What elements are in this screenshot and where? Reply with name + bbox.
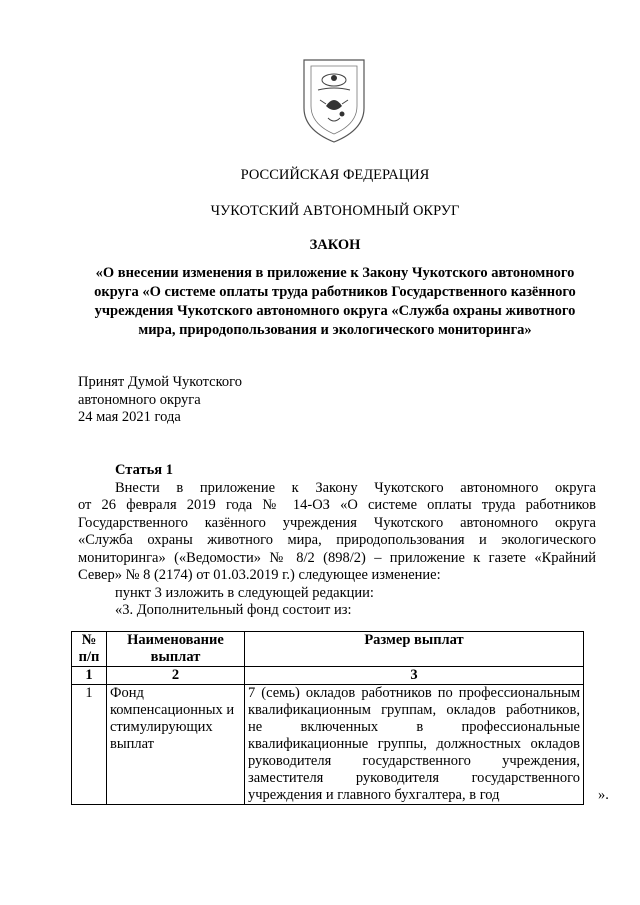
- table-column-numbers: [72, 667, 584, 685]
- header-num-line: п/п: [78, 649, 100, 665]
- closing-quote: ».: [598, 787, 609, 803]
- law-title-line: «О внесении изменения в приложение к Закону Чукотского автономного: [95, 265, 575, 281]
- header-num-line: №: [81, 632, 97, 648]
- article-text-line: мониторинга» («Ведомости» № 8/2 (898/2) – приложение к газете «Крайний: [78, 549, 596, 566]
- row-name-line: Фонд: [110, 685, 144, 701]
- row-name-line: компенсационных и: [110, 702, 235, 718]
- column-number: 1: [72, 667, 107, 685]
- row-amount-line: руководителя государственного учреждения,: [248, 753, 580, 769]
- fund-table: [71, 631, 584, 805]
- row-amount-line: квалификационным группам, окладов работников,: [248, 702, 580, 718]
- table-header-row: [72, 632, 584, 667]
- column-number: 2: [107, 667, 245, 685]
- adoption-line: Принят Думой Чукотского: [78, 374, 243, 390]
- article-text-line: Государственного казённого учреждения Чукотского автономного округа: [78, 514, 596, 531]
- article-text-line: от 26 февраля 2019 года № 14-ОЗ «О системе оплаты труда работников: [78, 497, 596, 513]
- row-amount-line: не включенных в профессиональные: [248, 719, 580, 735]
- adoption-line: автономного округа: [78, 391, 201, 408]
- row-name-line: стимулирующих: [110, 719, 213, 735]
- article-point: пункт 3 изложить в следующей редакции:: [115, 584, 374, 601]
- article-1: [78, 462, 596, 620]
- article-quote: «3. Дополнительный фонд состоит из:: [115, 602, 352, 618]
- article-title: Статья 1: [115, 462, 173, 478]
- row-num: 1: [72, 685, 107, 805]
- law-title-line: учреждения Чукотского автономного округа «Служба охраны животного: [94, 303, 576, 319]
- coat-of-arms-icon: [298, 56, 370, 144]
- row-amount-line: заместителя руководителя государственного: [248, 770, 580, 786]
- header-name: [107, 632, 245, 667]
- region-name: ЧУКОТСКИЙ АВТОНОМНЫЙ ОКРУГ: [210, 203, 460, 219]
- header-amount: Размер выплат: [245, 632, 584, 667]
- article-text-line: «Служба охраны животного мира, природопользования и экологического: [78, 532, 596, 548]
- header-name-line: выплат: [150, 649, 201, 665]
- adoption-info: [78, 374, 242, 427]
- law-title-line: мира, природопользования и экологического мониторинга»: [138, 322, 532, 338]
- row-amount: [245, 685, 584, 805]
- row-amount-line: квалификационные группы, должностных окладов: [248, 736, 580, 752]
- article-text-line: Север» № 8 (2174) от 01.03.2019 г.) следующее изменение:: [78, 567, 441, 583]
- header-name-line: Наименование: [127, 632, 224, 648]
- row-name: [107, 685, 245, 805]
- header-num: [72, 632, 107, 667]
- row-amount-line: 7 (семь) окладов работников по профессиональным: [248, 685, 580, 701]
- law-title-line: округа «О системе оплаты труда работников Государственного казённого: [94, 284, 576, 300]
- article-text-line: Внести в приложение к Закону Чукотского автономного округа: [115, 479, 596, 496]
- law-title: [0, 264, 640, 340]
- row-name-line: выплат: [110, 736, 154, 752]
- row-amount-line: учреждения и главного бухгалтера, в год: [248, 787, 500, 803]
- document-type: ЗАКОН: [309, 237, 361, 253]
- column-number: 3: [245, 667, 584, 685]
- adoption-date: 24 мая 2021 года: [78, 409, 181, 425]
- country-name: РОССИЙСКАЯ ФЕДЕРАЦИЯ: [240, 167, 430, 183]
- table-row: [72, 685, 584, 805]
